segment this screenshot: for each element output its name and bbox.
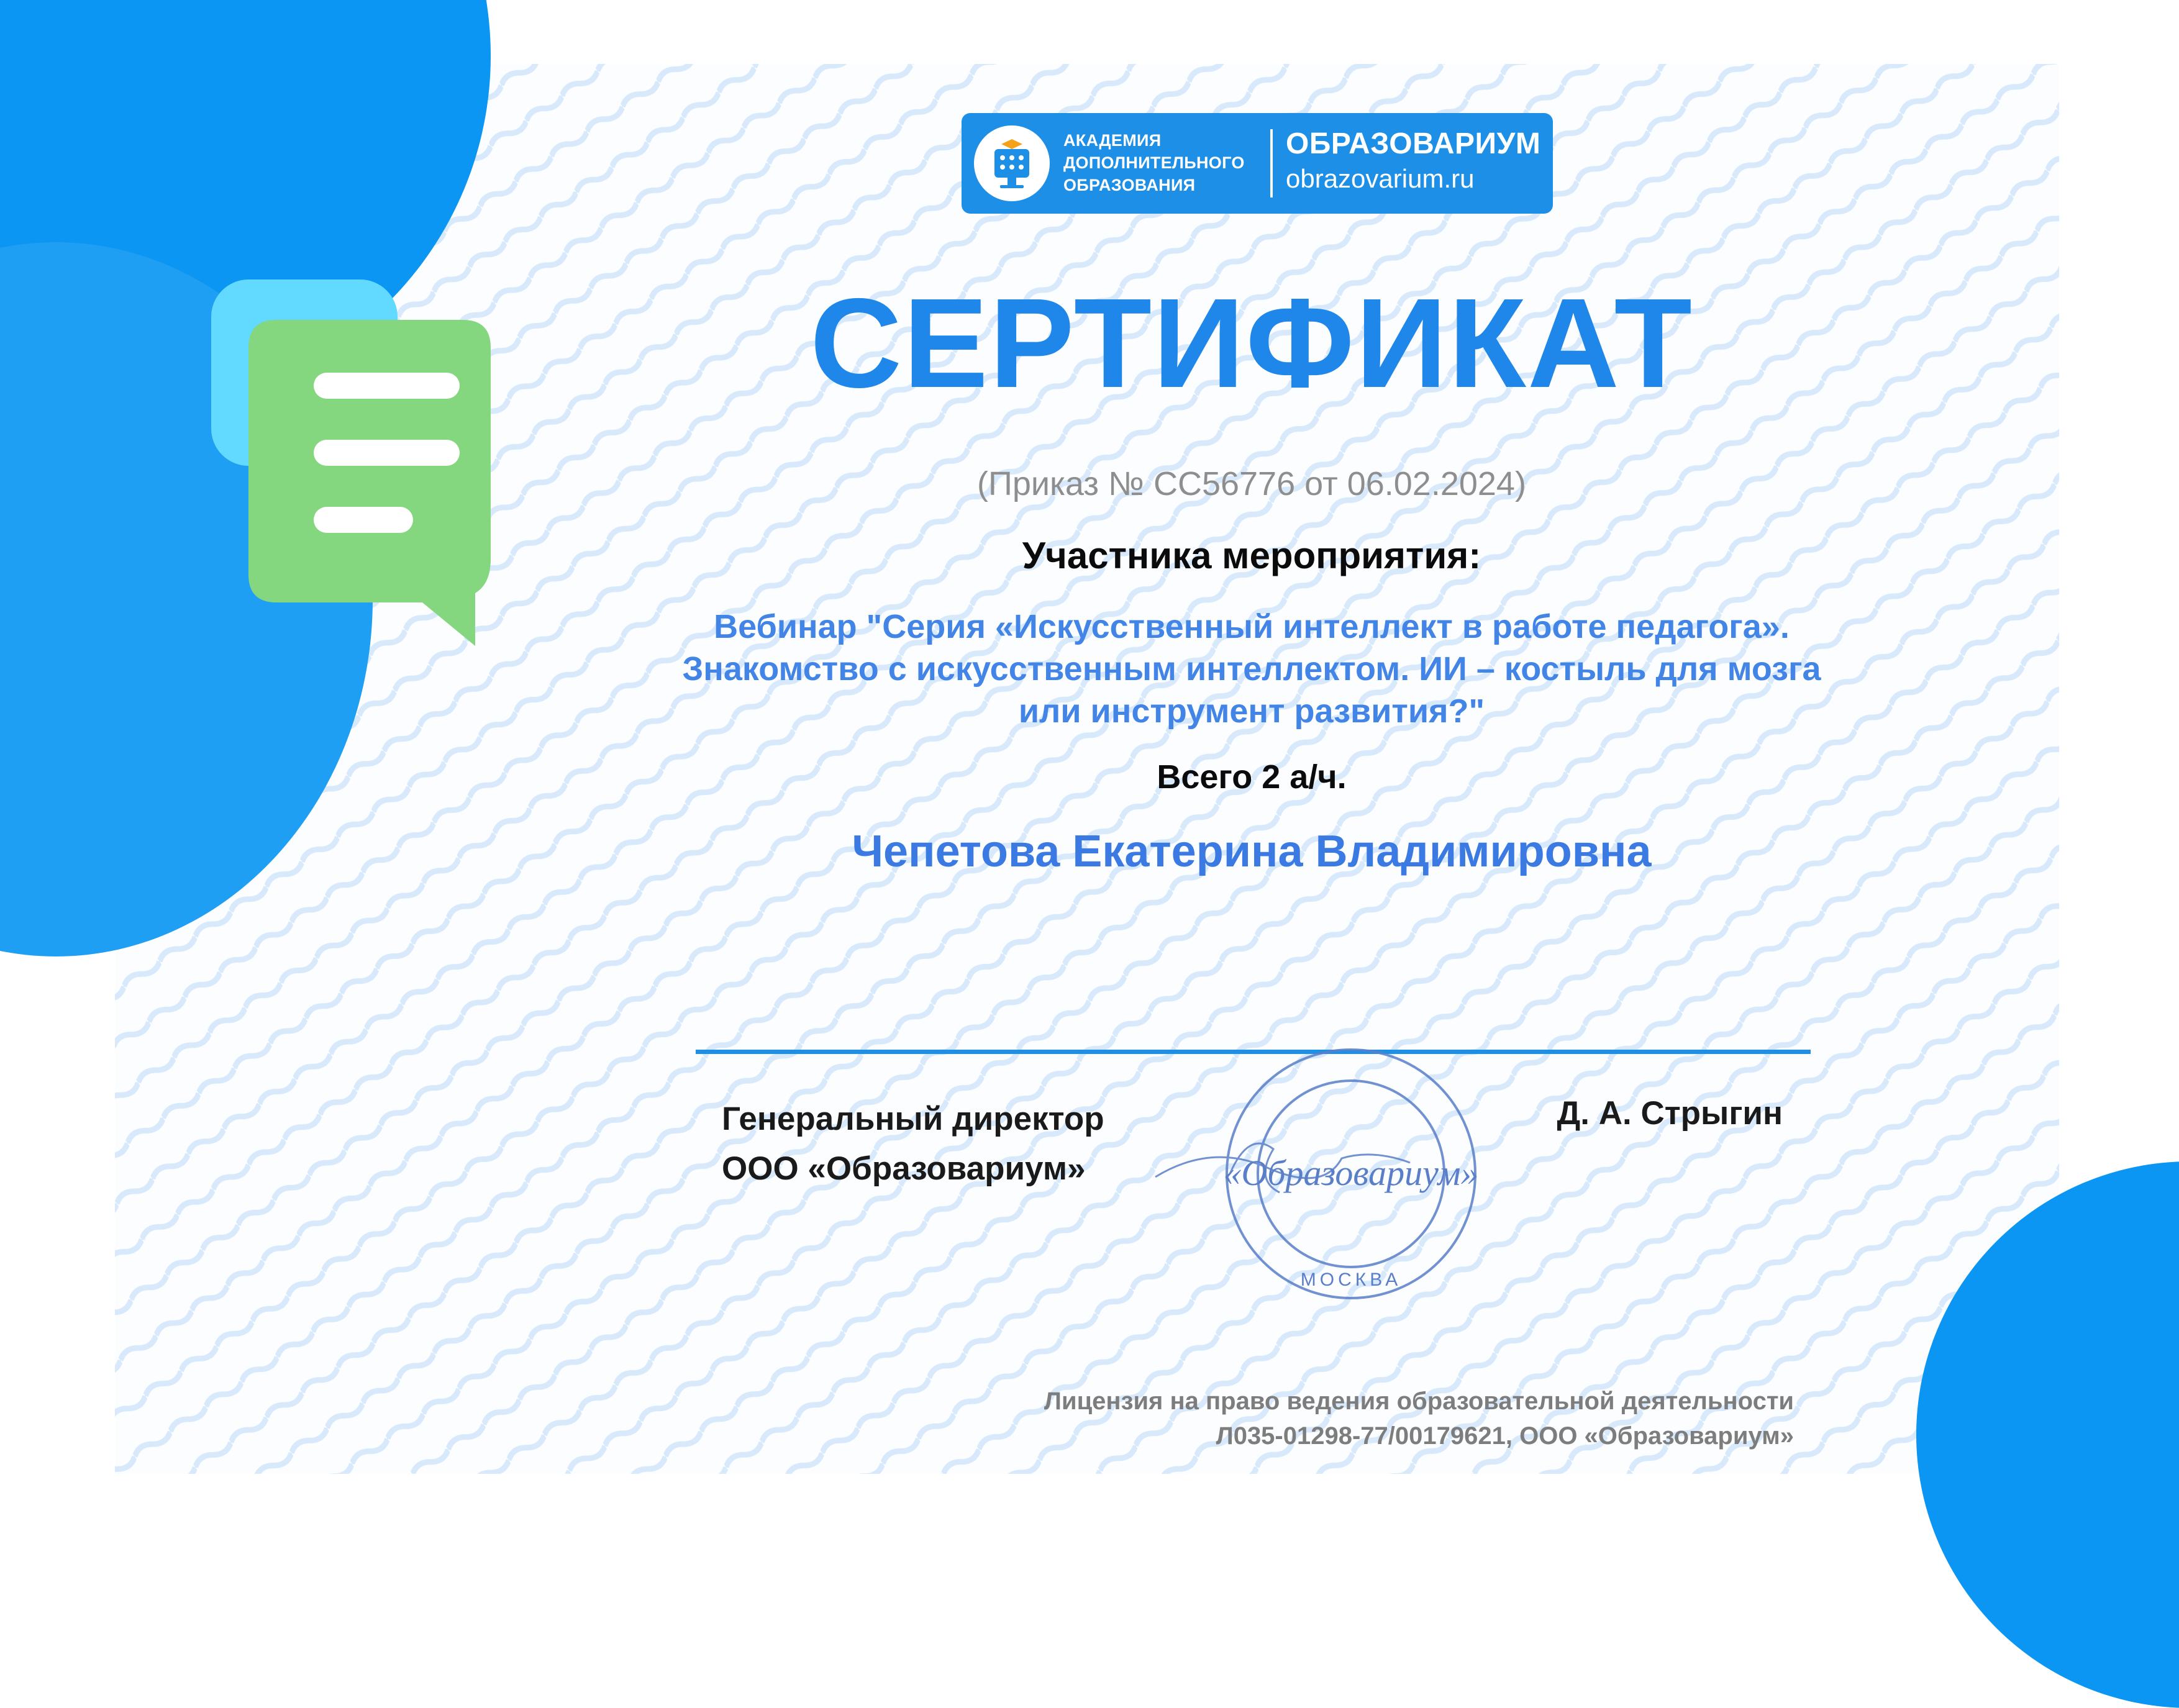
- academy-line-2: ДОПОЛНИТЕЛЬНОГО: [1063, 153, 1245, 172]
- academy-emblem-svg: [974, 125, 1050, 201]
- event-title: Вебинар "Серия «Искусственный интеллект в работе педагога». Знакомство с искусственным интеллектом. ИИ – костыль для мозга или инструмент развития?": [682, 608, 1821, 730]
- signer-name: Д. А. Стрыгин: [1557, 1095, 1783, 1132]
- order-number: (Приказ № СС56776 от 06.02.2024): [977, 465, 1526, 502]
- brand-website: obrazovarium.ru: [1286, 164, 1475, 193]
- organization-logo: [962, 113, 1553, 214]
- academy-line-1: АКАДЕМИЯ: [1063, 131, 1162, 150]
- director-company: ООО «Образовариум»: [722, 1150, 1086, 1187]
- certificate-title: СЕРТИФИКАТ: [810, 272, 1693, 414]
- total-hours: Всего 2 а/ч.: [1157, 758, 1347, 796]
- license-info: [1044, 1384, 1794, 1453]
- stamp-seal: [1137, 1025, 1509, 1323]
- recipient-name: Чепетова Екатерина Владимировна: [852, 827, 1652, 876]
- director-position: [722, 1094, 1104, 1194]
- academy-logo-icon: [974, 125, 1050, 201]
- license-line-2: Л035-01298-77/00179621, ООО «Образовариум»: [1216, 1422, 1794, 1450]
- participant-label: Участника мероприятия:: [1022, 535, 1481, 576]
- license-line-1: Лицензия на право ведения образовательной деятельности: [1044, 1388, 1794, 1415]
- academy-name: [1063, 129, 1245, 196]
- logo-divider: [1270, 129, 1273, 198]
- director-title: Генеральный директор: [722, 1101, 1104, 1137]
- academy-line-3: ОБРАЗОВАНИЯ: [1063, 176, 1196, 194]
- stamp-center-text: «Образовариум»: [1223, 1153, 1479, 1193]
- stamp-bottom-text: МОСКВА: [1300, 1270, 1402, 1290]
- brand-name: ОБРАЗОВАРИУМ: [1286, 127, 1541, 160]
